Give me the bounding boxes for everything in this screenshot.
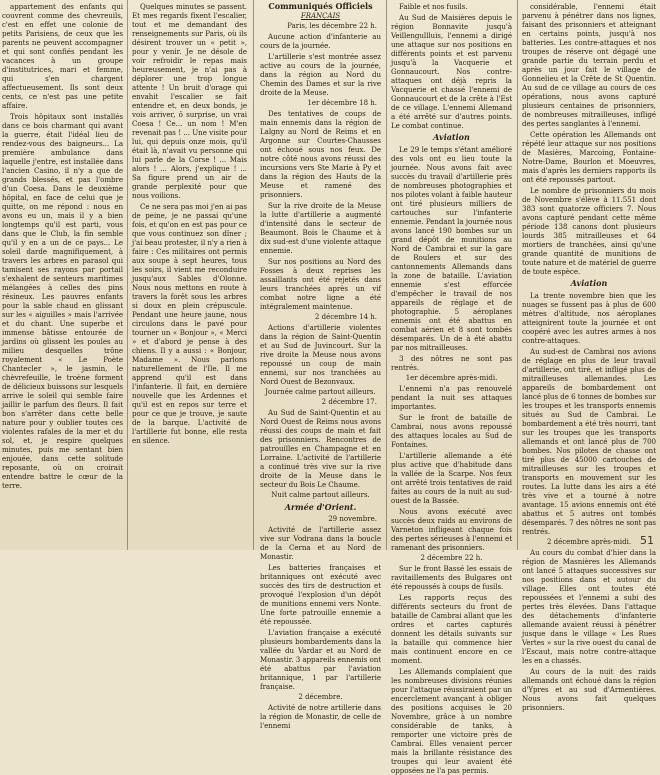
paragraph: L'artillerie s'est montrée assez active au cours de la journée, dans la région au Nord du Chemin des Dames et sur la rive droite de la Meuse.	[260, 52, 381, 97]
paragraph: Cette opération les Allemands ont répété leur attaque sur nos positions de Masières, Marcoing, Fontaine-Notre-Dame, Bourlon et Moeuvres, mais d'après les derniers rapports ils ont été repoussés partout.	[522, 130, 656, 184]
paragraph: L'artillerie allemande a été plus active que d'habitude dans la vallée de la Scarpe. Nos feux ont arrêté trois tentatives de raid faites au cours de la nuit au sud-ouest de la Bassée.	[391, 451, 512, 505]
paragraph: Activité de l'artillerie assez vive sur Vodrana dans la boucle de la Cerna et au Nord de Monastir.	[260, 525, 381, 561]
paragraph: Actions d'artillerie violentes dans la région de Saint-Quentin et au Sud de Juvincourt. Sur la rive droite la Meuse nous avons repoussé un coup de main ennemi, sur nos tranchées au Nord Ouest de Bezonvaux.	[260, 323, 381, 386]
paragraph: Sur le front de bataille de Cambrai, nous avons repoussé des attaques locales au Sud de Fontaines.	[391, 413, 512, 449]
column-2	[128, 0, 251, 550]
section-subheading: FRANÇAIS	[300, 12, 341, 20]
dateline: 29 novembre.	[328, 515, 377, 523]
paragraph: Les batteries françaises et britanniques ont exécuté avec succès des tirs de destruction et provoqué l'explosion d'un dépôt de munitions ennemi vers Nonte. Une forte patrouille ennemie a été repoussée.	[260, 563, 381, 626]
column-3	[256, 0, 385, 730]
dateline: 2 décembre 14 h.	[314, 313, 377, 321]
dateline: 2 décembre 17.	[321, 398, 377, 406]
section-subheading: Aviation	[433, 132, 470, 142]
paragraph: Des tentatives de coups de main ennemis dans la région de Lalgny au Nord de Reims et en Argonne sur Courtes-Chausses ont échoué sous nos feux. De notre côté nous avons réussi des incursions vers Ste Marie à Py et dans la région des Hauts de la Meuse et ramené des prisonniers.	[260, 109, 381, 199]
section-subheading: Armée d'Orient.	[284, 502, 357, 512]
paragraph: L'aviation française a exécuté plusieurs bombardements dans la vallée du Vardar et au Nord de Monastir. 3 appareils ennemis ont été abattus par l'aviation britannique, 1 par l'artillerie française.	[260, 628, 382, 691]
dateline: 1er décembre 18 h.	[307, 99, 377, 107]
paragraph: Au cours du combat d'hier dans la région de Masnières les Allemands ont lancé 5 attaques successives sur nos positions dans et autour du village. Elles ont toutes été repoussées et l'ennemi a subi des pertes très élevées. Dans l'attaque des détachements d'infanterie allemande avaient réussi à pénétrer jusque dans le village « Les Rues Vertes » sur la rive ouest du canal de l'Escaut, mais notre contre-attaque les en a chassés.	[522, 548, 656, 665]
dateline: 2 décembre 22 h.	[420, 554, 483, 562]
section-subheading: Aviation	[570, 278, 608, 288]
paragraph: Au sud-est de Cambrai nos avions de réglage en plus de leur travail d'artillerie, ont tiré, et infligé plus de mitrailleuses allemandes. Les appareils de bombardement ont lancé plus de 6 tonnes de bombes sur les troupes et les transports ennemis situés au Sud de Cambrai. Le bombardement a été très nourri, tant sur les troupes que les transports allemands et ont lancé plus de 700 bombes. Nos pilotes de chasse ont tiré plus de 45000 cartouches de mitrailleuses sur les troupes et transports en mouvement sur les routes. La lutte dans les airs a été très vive et a tourné à notre avantage. 15 avions ennemis ont été abattus et 5 autres ont tombés désemparés. 7 des nôtres ne sont pas rentrés.	[522, 347, 656, 536]
note: Journée calme partout ailleurs.	[265, 388, 376, 396]
paragraph: Au cours de la nuit des raids allemands ont échoué dans la région d'Ypres et au sud d'Armentières. Nous avons fait quelques prisonniers.	[522, 667, 656, 712]
note: Nuit calme partout ailleurs.	[271, 491, 370, 499]
paragraph: Aucune action d'infanterie au cours de la journée.	[260, 32, 381, 50]
dateline: 2 décembre après-midi.	[546, 538, 632, 546]
paragraph: Au Sud de Saint-Quentin et au Nord Ouest de Reims nous avons réussi des coups de main et fait des prisonniers. Rencontres de patrouilles en Champagne et en Lorraine. L'activité de l'artillerie a continué très vive sur la rive droite de la Meuse dans le secteur du Bois Le Chaume.	[260, 408, 381, 489]
paragraph: Trois hôpitaux sont installés dans ce bois charmant qui avant la guerre, était l'idéal lieu de rendez-vous des baigneurs... La première ambulance dans laquelle j'entre, est installée dans l'ancien Casino, il n'y a que de grands blessés, et pas l'ombre d'un Coesa. Dans le deuxième hôpital, en face de celui que je quitte, on me répond : nous en avons eu un, mais il y a bien longtemps qu'il est parti, vous dans que le Club, la fin semble qu'il y en a un de ce pays... Le soleil darde magnifiquement, à travers les arbres en parasol qui tamisent ses rayons par portail s'exhalent de senteurs maritimes mélangées à celles des pins résineux. Les pauvres enfants pour la sable chaud en glissant sur les « aiguilles » mais l'arrivée et du chant. Une superbe et immense bâtisse entourée de jardins où glissent les poules au milieu desquelles trône royalement « Le Poète Chantecler », le jasmin, le chèvrefeuille, le troène forment de délicieux buissons sur lesquels arrive le soleil qui semble faire jaillir le parfum des fleurs. Il fait bon s'arrêter dans cette belle nature pour y oublier toutes ces violentes rafales de la mer et du sol, et, je respire quelques minutes, puis me sentant bien enjouée, dans cette solitude reposante, où on croirait entendre battre le cœur de la terre.	[2, 112, 123, 490]
dateline: 1er décembre après-midi.	[405, 374, 498, 382]
paragraph: considérable, l'ennemi était parvenu à pénétrer dans nos lignes, faisant des prisonniers et atteignant en certains points, jusqu'à nos batteries. Les contre-attaques et nos troupes de réserve ont dégagé une grande partie du terrain perdu et après un jour fait le village de Gonnelieu et la Crête de St Quentin. Au sud de ce village au cours de ces opérations, nous avons capturé plusieurs centaines de prisonniers, de nombreuses mitrailleuses, infligé des pertes sanglantes à l'ennemi.	[522, 2, 656, 128]
dateline: Paris, les décembre 22 h.	[287, 22, 377, 30]
paragraph: Sur la rive droite de la Meuse la lutte d'artillerie a augmenté d'intensité dans le secteur de Beaumont. Bois le Chaume et à dix sud-est d'une violente attaque ennemie.	[260, 201, 381, 255]
paragraph: L'ennemi n'a pas renouvelé pendant la nuit ses attaques importantes.	[391, 384, 512, 411]
paragraph: 3 des nôtres ne sont pas rentrés.	[391, 354, 512, 372]
dateline: 2 décembre.	[298, 693, 343, 701]
paragraph: Ce ne sera pas moi j'en ai pas de peine, je ne passai qu'une fois, et qu'on en est pas pour ce que vous continuez son dîner ; j'ai beau protester, il n'y a rien à faire : Ces militaires ont permis aux soupe à sept heures, tous les soirs, il vient me reconduire jusqu'aux Sables d'Olonne. Nous nous mettons en route à travers la forêt sous les arbres si doux en plein crépuscule. Pendant une heure jaune, nous circulons dans le pavé pour tourner un « Bonjour », « Merci » et d'abord je pense à des chiens. Il y a aussi : « Bonjour, Madame ». Nous parlons naturellement de l'Ile. Il me apprend qu'il est dans l'infanterie. Il fait, en dernière nouvelle que les Ardennes et qu'il est en repos sur terre et pour ce que je trouve, je saute de la barque. L'activité de l'artillerie fut bonne, elle resta en silence.	[132, 202, 247, 445]
paragraph: Faible et nos fusils.	[399, 2, 468, 11]
paragraph: Sur nos positions au Nord des Fosses à deux reprises les assaillants ont été rejetés dans leurs tranchées après un vif combat notre ligne a été intégralement maintenue.	[260, 257, 381, 311]
paragraph: Le nombre de prisonniers du mois de Novembre s'élève à 11.551 dont 383 sont quatorze officiers 7. Nous avons capturé pendant cette même période 138 canons dont plusieurs lourds 385 mitrailleuses et 64 mortiers de tranchées, ainsi qu'une grande quantité de munitions de toute nature et de matériel de guerre de toute espèce.	[522, 186, 656, 276]
paragraph: Les rapports reçus des différents secteurs du front de bataille de Cambrai allant que les ordres et cartes capturés donnent les détails suivants sur la bataille qui commence hier mais continuent encore en ce moment.	[391, 593, 512, 665]
paragraph: La trente novembre bien que les nuages se fussent pas à plus de 600 mètres d'altitude, nos aéroplanes atteignirent toute la journée et ont coopéré avec les autres armes à nos contre-attaques.	[522, 291, 656, 345]
column-4	[387, 0, 516, 775]
paragraph: Activité de notre artillerie dans la région de Monastir, de celle de l'ennemi	[260, 703, 381, 730]
paragraph: Nous avons exécuté avec succès deux raids au environs de Varneton infligeant chaque fois des pertes sérieuses à l'ennemi et ramenant des prisonniers.	[391, 507, 512, 552]
paragraph: appartement des enfants qui couvrent comme des chevreuils, c'est en effet une colonie de petits Parisiens, de ceux que les parents ne peuvent accompagner et qui sont confiés pendant les vacances à un groupe d'institutrices, mari et femme, qui s'en chargent affectueusement. Ils sont deux cents, ce n'est pas une petite affaire.	[2, 2, 123, 110]
paragraph: Au Sud de Maisières depuis le région Bonnavite jusqu'à Veillengullluis, l'ennemi a dirigé une attaque sur nos positions en différents points et est parvenu jusqu'à la Vacquerie et Gonnaucourt. Nos contre-attaques ont déjà repris la Vacquerie et chassé l'ennemi de Gonnaucourt et de la crête à l'Est de ce village. L'ennemi Allemand a été arrêté sur d'autres points. Le combat continue.	[391, 13, 512, 130]
section-heading: Communiqués Officiels	[268, 1, 373, 11]
paragraph: Quelques minutes se passent. Et mes regards fixent l'escalier, tout et me demandant des renseignements sur Paris, où ils désirent trouver un « petit », pour y venir. Je ne désole de voir refroidir le repas mais heureusement, je n'ai pas à déplorer une trop longue attente ! Un bruit d'orage qui envahit l'escalier se fait entendre et, en deux bonds, je vois arriver, ô surprise, un vrai Coesa ! Ce... un nom ! M'en revenait pas ! ... Une visite pour lui, qui depuis onze mois, qu'il était là, n'avait vu personne qui lui parle de la Corse ! ... Mais alors ! ... Alors, j'explique ! ... Sa figure prend un air de grande perplexité pour que nous voilions.	[132, 2, 247, 200]
paragraph: Sur le front Bassé les essais de ravitaillements des Bulgares ont été repoussés à coups de fusils.	[391, 564, 512, 591]
page-number: 51	[640, 534, 654, 547]
column-rule	[253, 0, 254, 550]
column-5	[518, 0, 660, 712]
paragraph: Le 29 le temps s'étant amélioré des vols ont eu lieu toute la journée. Nous avons fait avec succès du travail d'artillerie près de nombreuses photographies et nos pilotes volant à faible hauteur ont tiré plusieurs milliers de cartouches sur l'infanterie ennemie. Pendant la journée nous avons lancé 190 bombes sur un grand dépôt de munitions au Nord de Cambrai et sur la gare de Roulers et sur des cantonnements Allemands dans la zone de bataille. L'aviation ennemie s'est efforcée d'empêcher le travail de nos appareils de réglage et de photographie. 5 aéroplanes ennemis ont été abattus en combat aérien et 8 sont tombés désemparés. Un de à été abattu par nos mitrailleuses.	[391, 145, 512, 352]
paragraph: Les Allemands complaient que les nombreuses divisions réunies pour l'attaque réussiraient par un encerclement avançant à obliger des positions acquises le 20 Novembre, grâce à un nombre considérable de tanks, à remporter une victoire près de Cambrai. Elles venaient percer mais la brillante résistance des troupes qui leur avaient été opposées ne l'a pas permis.	[391, 667, 512, 775]
column-1	[0, 0, 127, 550]
